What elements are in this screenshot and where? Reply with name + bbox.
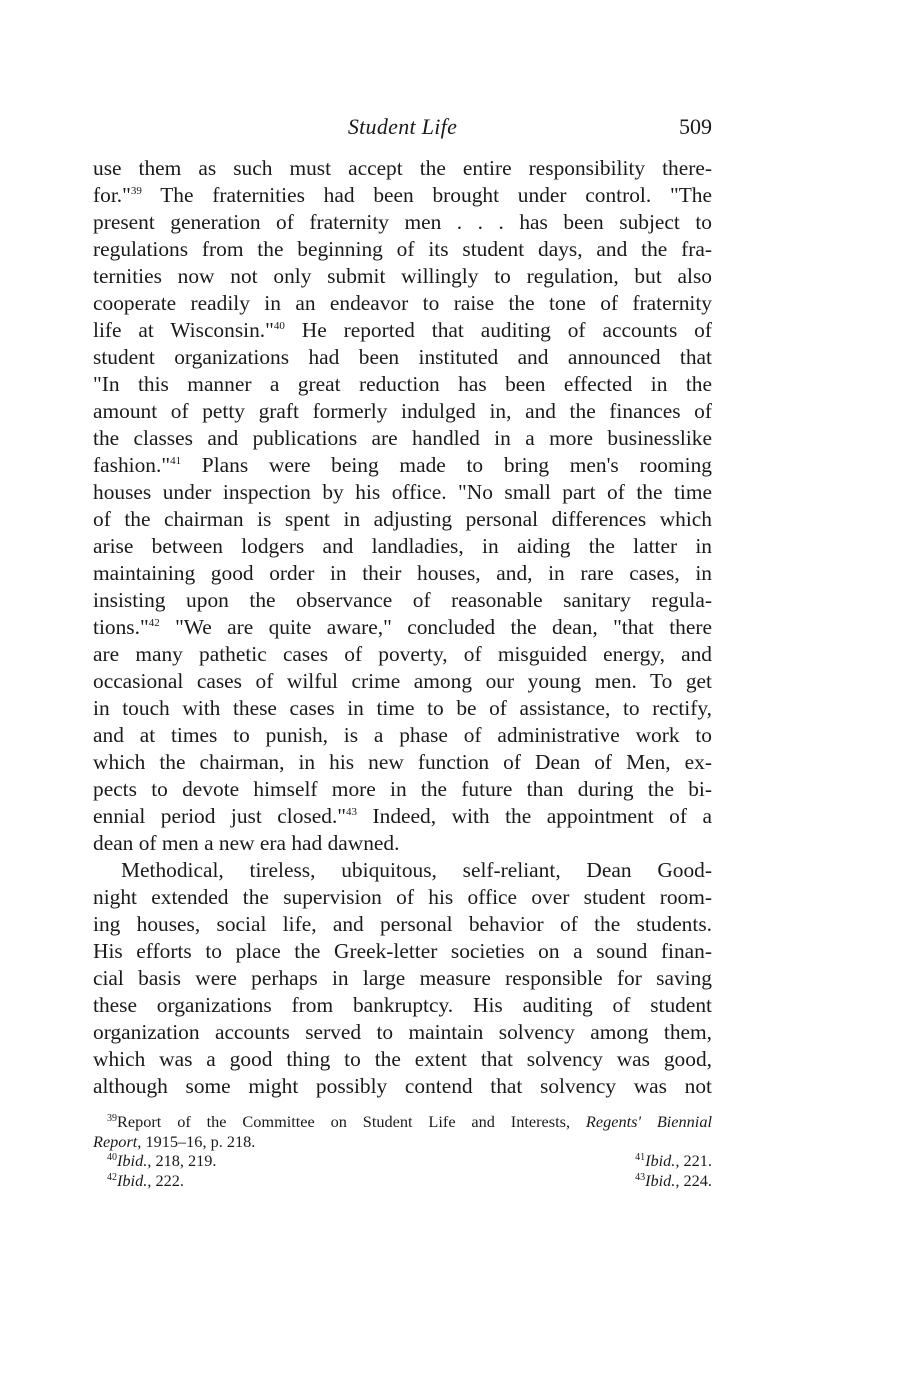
footnote-43: $^{43}$Ibid., 224. (635, 1170, 712, 1190)
text-line: and at times to punish, is a phase of administrative work to (93, 723, 712, 747)
text-line: regulations from the beginning of its student days, and the fra- (93, 237, 712, 261)
text-line: cial basis were perhaps in large measure responsible for saving (93, 966, 712, 990)
text-line: occasional cases of wilful crime among our young men. To get (93, 669, 712, 693)
text-line: which was a good thing to the extent that solvency was good, (93, 1047, 712, 1071)
text-line: ternities now not only submit willingly to regulation, but also (93, 264, 712, 288)
text-line: ennial period just closed."$^{43}$ Indeed, with the appointment of a (93, 804, 712, 828)
running-head: Student Life (347, 114, 458, 139)
text-line: organization accounts served to maintain solvency among them, (93, 1020, 712, 1044)
text-line: life at Wisconsin."$^{40}$ He reported that auditing of accounts of (93, 318, 712, 342)
text-line: cooperate readily in an endeavor to raise the tone of fraternity (93, 291, 712, 315)
footnote-row (93, 1151, 712, 1171)
text-line: are many pathetic cases of poverty, of misguided energy, and (93, 642, 712, 666)
footnote-39: $^{39}$Report of the Committee on Student Life and Interests, Regents' Biennial (107, 1112, 712, 1131)
text-line: these organizations from bankruptcy. His auditing of student (93, 993, 712, 1017)
text-line: maintaining good order in their houses, and, in rare cases, in (93, 561, 712, 585)
text-line: fashion."$^{41}$ Plans were being made to bring men's rooming (93, 453, 712, 477)
text-line: of the chairman is spent in adjusting personal differences which (93, 507, 712, 531)
text-line: Methodical, tireless, ubiquitous, self-reliant, Dean Good- (121, 858, 712, 882)
footnote-39-cont: Report, 1915–16, p. 218. (93, 1131, 256, 1151)
text-line: insisting upon the observance of reasonable sanitary regula- (93, 588, 712, 612)
text-line: for."$^{39}$ The fraternities had been brought under control. "The (93, 183, 712, 207)
page-number: 509 (679, 114, 712, 139)
text-line: present generation of fraternity men . . . has been subject to (93, 210, 712, 234)
footnote-ref[interactable]: 43 (346, 806, 358, 818)
text-line: ing houses, social life, and personal behavior of the students. (93, 912, 712, 936)
footnotes (93, 1112, 712, 1190)
text-line: His efforts to place the Greek-letter societies on a sound finan- (93, 939, 712, 963)
text-line: amount of petty graft formerly indulged in, and the finances of (93, 399, 712, 423)
text-line: the classes and publications are handled in a more businesslike (93, 426, 712, 450)
text-line: houses under inspection by his office. "No small part of the time (93, 480, 712, 504)
text-line: pects to devote himself more in the future than during the bi- (93, 777, 712, 801)
footnote-42: $^{42}$Ibid., 222. (107, 1170, 184, 1190)
footnote-41: $^{41}$Ibid., 221. (635, 1151, 712, 1170)
text-line: dean of men a new era had dawned. (93, 831, 400, 855)
body-text (93, 155, 712, 1100)
footnote-ref[interactable]: 41 (170, 455, 182, 467)
footnote-ref[interactable]: 42 (148, 617, 160, 629)
text-line: tions."$^{42}$ "We are quite aware," concluded the dean, "that there (93, 615, 712, 639)
text-line: arise between lodgers and landladies, in aiding the latter in (93, 534, 712, 558)
footnote-ref[interactable]: 40 (273, 320, 285, 332)
page-header (93, 114, 712, 144)
text-line: student organizations had been instituted and announced that (93, 345, 712, 369)
text-line: "In this manner a great reduction has been effected in the (93, 372, 712, 396)
text-line: use them as such must accept the entire responsibility there- (93, 156, 712, 180)
footnote-40: $^{40}$Ibid., 218, 219. (107, 1151, 217, 1170)
footnote-row (93, 1171, 712, 1191)
text-line: in touch with these cases in time to be of assistance, to rectify, (93, 696, 712, 720)
text-line: night extended the supervision of his office over student room- (93, 885, 712, 909)
text-line: although some might possibly contend that solvency was not (93, 1074, 712, 1098)
footnote-ref[interactable]: 39 (130, 185, 142, 197)
text-line: which the chairman, in his new function of Dean of Men, ex- (93, 750, 712, 774)
